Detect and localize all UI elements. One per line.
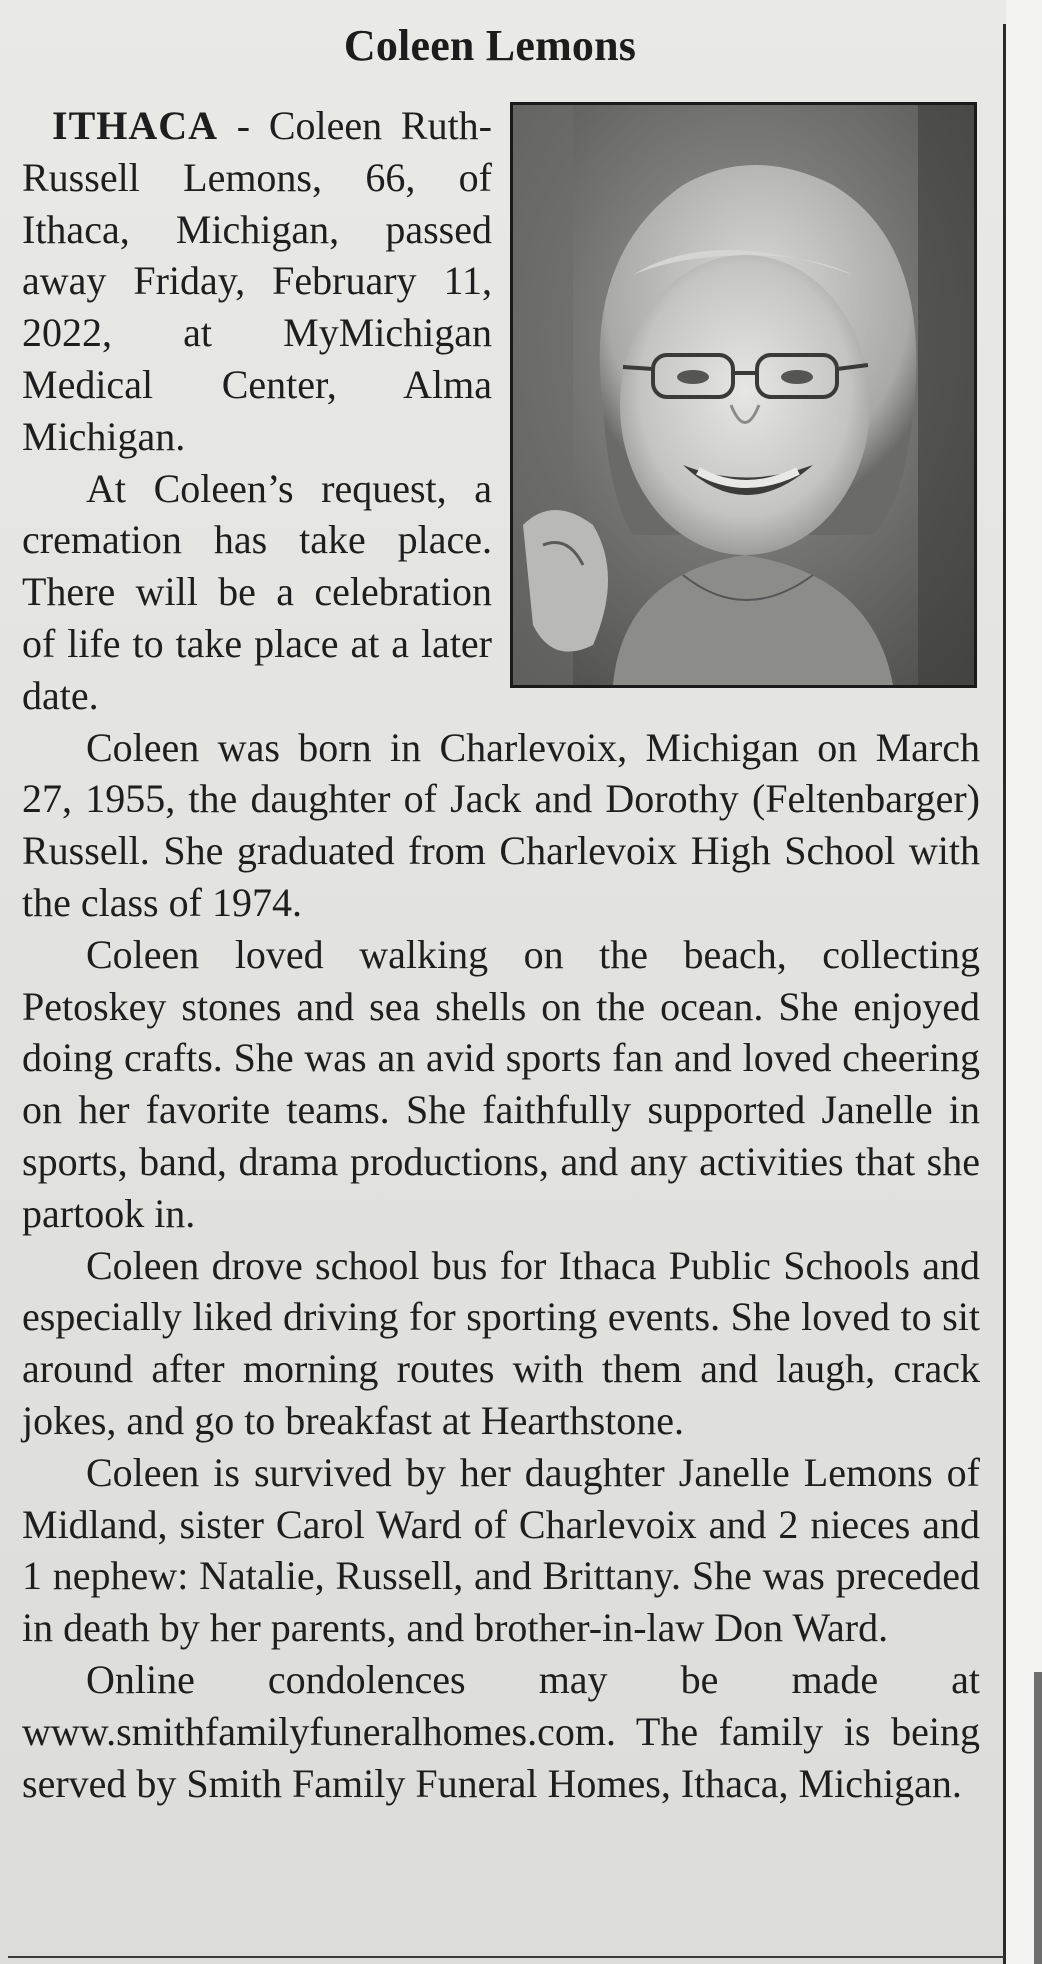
bottom-rule — [8, 1956, 1004, 1958]
dateline: ITHACA — [52, 103, 219, 148]
paragraph-7: Online condolences may be made at www.smithfamilyfuneralhomes.com. The family is being served by Smith Family Funeral Homes, Ithaca, Michigan. — [22, 1656, 980, 1806]
paragraph-6: Coleen is survived by her daughter Janelle Lemons of Midland, sister Carol Ward of Charlevoix and 2 nieces and 1 nephew: Natalie, Russell, and Brittany. She was preceded in death by her parents, and brother-in-law Don Ward. — [22, 1449, 980, 1651]
paragraph-3: Coleen was born in Charlevoix, Michigan on March 27, 1955, the daughter of Jack and Dorothy (Feltenbarger) Russell. She graduated from Charlevoix High School with the class of 1974. — [22, 724, 980, 925]
obituary-body — [22, 100, 980, 1809]
photo-spacer — [492, 100, 980, 704]
paragraph-4: Coleen loved walking on the beach, collecting Petoskey stones and sea shells on the ocean. She enjoyed doing crafts. She was an avid sports fan and loved cheering on her favorite teams. She faithfully supported Janelle in sports, band, drama productions, and any activities that she partook in. — [22, 931, 980, 1236]
paragraph-5: Coleen drove school bus for Ithaca Public Schools and especially liked driving for sporting events. She loved to sit around after morning routes with them and laugh, crack jokes, and go to breakfast at Hearthstone. — [22, 1242, 980, 1443]
obituary-headline: Coleen Lemons — [343, 21, 637, 70]
adjacent-column-shadow — [1034, 1672, 1042, 1964]
column-divider-rule — [1003, 24, 1006, 1964]
adjacent-column-edge — [1006, 0, 1042, 1964]
paragraph-2: At Coleen’s request, a cremation has take place. There will be a celebration of life to take place at a later date. — [22, 465, 492, 718]
paragraph-1-text: - Coleen Ruth-Russell Lemons, 66, of Ithaca, Michigan, passed away Friday, February 11, 2022, at MyMichigan Medical Center, Alma Michigan. — [22, 103, 492, 459]
